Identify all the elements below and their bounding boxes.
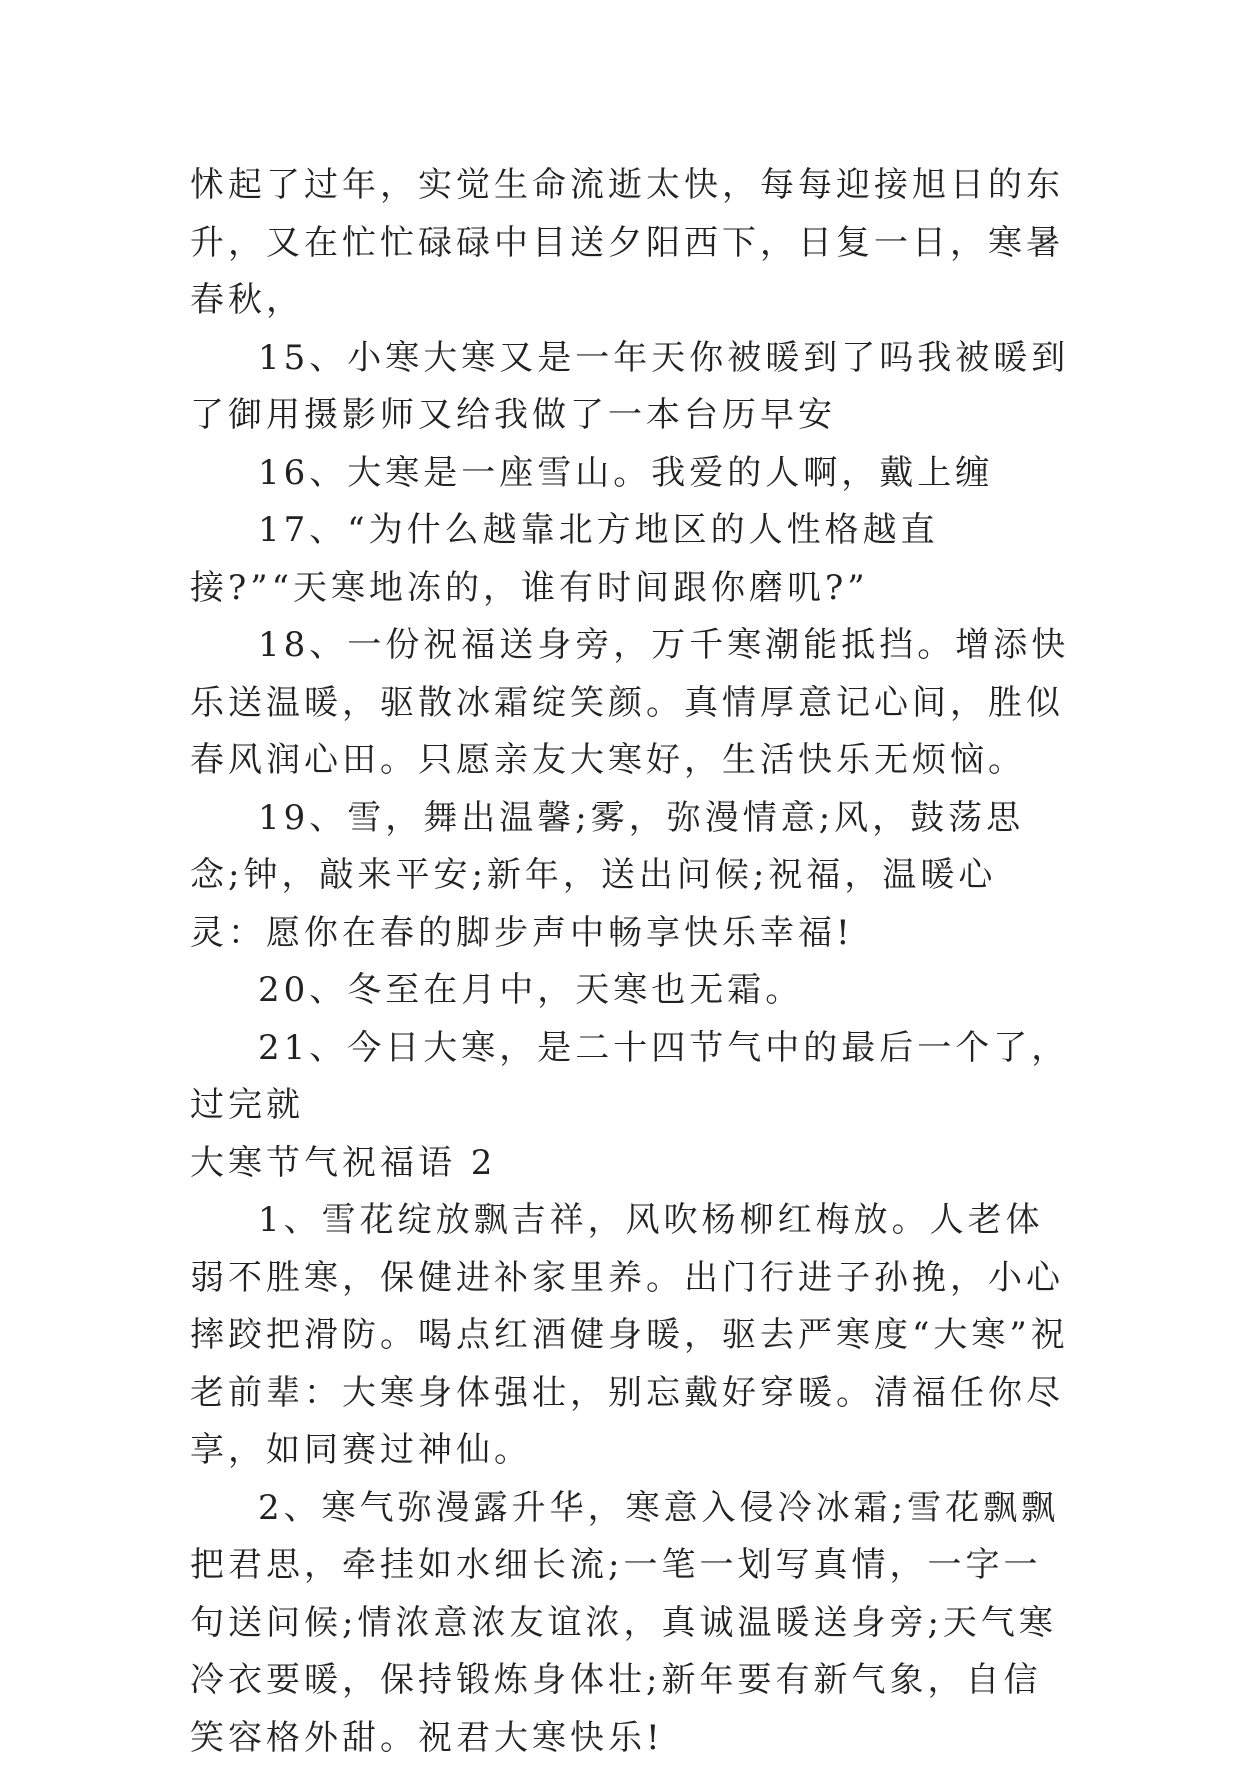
paragraph-item-18: 18、一份祝福送身旁，万千寒潮能抵挡。增添快乐送温暖，驱散冰霜绽笑颜。真情厚意记心间，胜似春风润心田。只愿亲友大寒好，生活快乐无烦恼。 [190,617,1070,790]
paragraph-item-16: 16、大寒是一座雪山。我爱的人啊，戴上缠 [190,445,1070,503]
paragraph-item-2: 2、寒气弥漫露升华，寒意入侵冷冰霜;雪花飘飘把君思，牵挂如水细长流;一笔一划写真情，一字一句送问候;情浓意浓友谊浓，真诚温暖送身旁;天气寒冷衣要暖，保持锻炼身体壮;新年要有新气象，自信笑容格外甜。祝君大寒快乐! [190,1480,1070,1767]
paragraph-item-19: 19、雪，舞出温馨;雾，弥漫情意;风，鼓荡思念;钟，敲来平安;新年，送出问候;祝福，温暖心灵：愿你在春的脚步声中畅享快乐幸福! [190,790,1070,963]
paragraph-item-1: 1、雪花绽放飘吉祥，风吹杨柳红梅放。人老体弱不胜寒，保健进补家里养。出门行进子孙挽，小心摔跤把滑防。喝点红酒健身暖，驱去严寒度“大寒”祝老前辈：大寒身体强壮，别忘戴好穿暖。清福任你尽享，如同赛过神仙。 [190,1192,1070,1480]
paragraph-intro-continuation: 怵起了过年，实觉生命流逝太快，每每迎接旭日的东升，又在忙忙碌碌中目送夕阳西下，日复一日，寒暑春秋， [190,157,1070,330]
paragraph-item-20: 20、冬至在月中，天寒也无霜。 [190,962,1070,1020]
section-heading: 大寒节气祝福语 2 [190,1135,1070,1193]
paragraph-item-15: 15、小寒大寒又是一年天你被暖到了吗我被暖到了御用摄影师又给我做了一本台历早安 [190,330,1070,445]
document-body [190,157,1070,1767]
paragraph-item-17: 17、“为什么越靠北方地区的人性格越直接?”“天寒地冻的，谁有时间跟你磨叽?” [190,502,1070,617]
paragraph-item-21: 21、今日大寒，是二十四节气中的最后一个了，过完就 [190,1020,1070,1135]
